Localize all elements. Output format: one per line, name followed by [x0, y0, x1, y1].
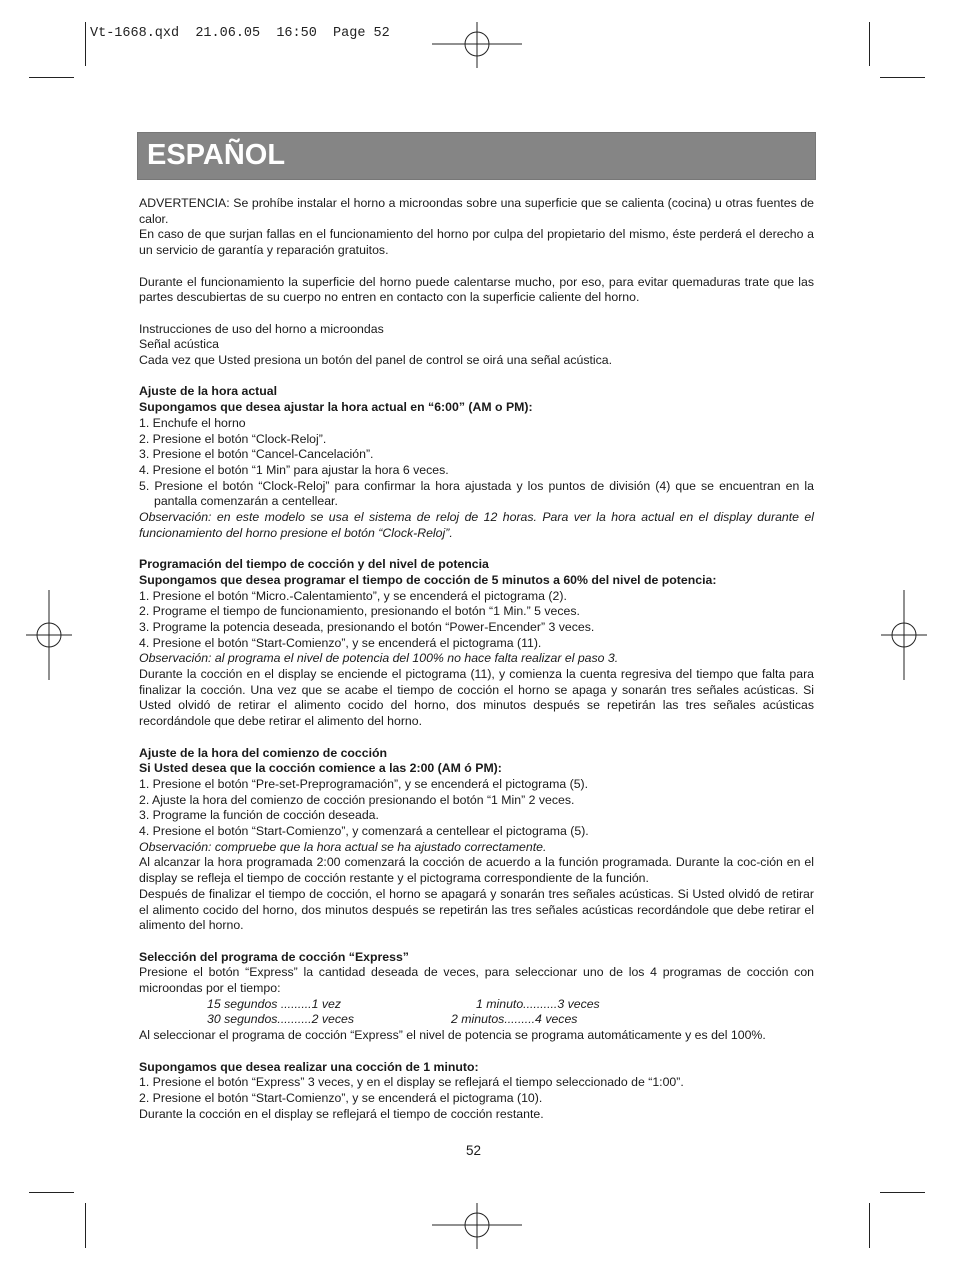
express-table [139, 997, 814, 1028]
list-item: 1. Presione el botón “Micro.-Calentamiento”, y se encenderá el pictograma (2). [139, 588, 567, 603]
body-text: Presione el botón “Express” la cantidad deseada de veces, para seleccionar uno de los 4 programas de cocción con microondas por el tiempo: [139, 965, 814, 996]
crop-mark [880, 77, 925, 78]
warning-text: ADVERTENCIA: Se prohíbe instalar el horno a microondas sobre una superficie que se calienta (cocina) u otras fuentes de calor. [139, 196, 814, 226]
note-text: Observación: compruebe que la hora actual se ha ajustado correctamente. [139, 839, 547, 854]
crop-mark [85, 22, 86, 66]
body-text: Al alcanzar la hora programada 2:00 comenzará la cocción de acuerdo a la función programada. Durante la coc-ción en el display se refleja el tiempo de cocción restante y el pictograma correspondiente de la función. [139, 855, 814, 886]
crop-mark [869, 1203, 870, 1248]
beep-text: Cada vez que Usted presiona un botón del panel de control se oirá una señal acústica. [139, 353, 613, 367]
list-item: 5. Presione el botón “Clock-Reloj” para confirmar la hora ajustada y los puntos de división (4) que se encuentran en la pantalla comenzarán a centellear. [139, 478, 814, 509]
warranty-text: En caso de que surjan fallas en el funcionamiento del horno por culpa del propietario del mismo, éste perderá el derecho a un servicio de garantía y reparación gratuitos. [139, 227, 814, 258]
list-item: 2. Ajuste la hora del comienzo de cocción presionando el botón “1 Min” 2 veces. [139, 792, 575, 807]
document-body [139, 196, 814, 1122]
section-subheading: Supongamos que desea ajustar la hora actual en “6:00” (AM o PM): [139, 400, 533, 415]
beep-title: Señal acústica [139, 337, 219, 352]
section-heading: Ajuste de la hora del comienzo de cocción [139, 745, 388, 760]
list-item: 3. Programe la función de cocción deseada. [139, 808, 379, 823]
list-item: 3. Programe la potencia deseada, presionando el botón “Power-Encender” 3 veces. [139, 619, 595, 634]
registration-mark-icon [432, 22, 522, 68]
note-text: Observación: en este modelo se usa el sistema de reloj de 12 horas. Para ver la hora actual en el display durante el funcionamiento del horno presione el botón “Clock-Reloj”. [139, 510, 814, 540]
burn-warning-text: Durante el funcionamiento la superficie del horno puede calentarse mucho, por eso, para evitar quemaduras trate que las partes descubiertas de su cuerpo no entren en contacto con la superficie caliente del horno. [139, 274, 814, 305]
list-item: 2. Programe el tiempo de funcionamiento, presionando el botón “1 Min.” 5 veces. [139, 604, 580, 619]
crop-mark [869, 22, 870, 66]
list-item: 3. Presione el botón “Cancel-Cancelación”. [139, 447, 374, 462]
language-banner [137, 132, 816, 180]
list-item: 1. Presione el botón “Express” 3 veces, y en el display se reflejará el tiempo seleccionado de “1:00”. [139, 1075, 684, 1090]
note-text: Observación: al programa el nivel de potencia del 100% no hace falta realizar el paso 3. [139, 651, 619, 666]
list-item: 4. Presione el botón “Start-Comienzo”, y se encenderá el pictograma (11). [139, 635, 542, 650]
print-slug: Vt-1668.qxd 21.06.05 16:50 Page 52 [90, 26, 390, 41]
section-subheading: Supongamos que desea programar el tiempo de cocción de 5 minutos a 60% del nivel de potencia: [139, 572, 717, 587]
table-cell: 15 segundos .........1 vez [207, 996, 341, 1011]
page-number: 52 [466, 1143, 482, 1158]
section-subheading: Supongamos que desea realizar una cocción de 1 minuto: [139, 1059, 479, 1074]
instructions-title: Instrucciones de uso del horno a microondas [139, 321, 384, 336]
list-item: 1. Enchufe el horno [139, 415, 246, 430]
list-item: 4. Presione el botón “Start-Comienzo”, y comenzará a centellear el pictograma (5). [139, 824, 589, 839]
crop-mark [29, 77, 74, 78]
crop-mark [29, 1192, 74, 1193]
registration-mark-icon [26, 590, 72, 680]
banner-title: ESPAÑOL [147, 139, 286, 171]
registration-mark-icon [881, 590, 927, 680]
body-text: Después de finalizar el tiempo de cocción, el horno se apagará y sonarán tres señales acústicas. Si Usted olvidó de retirar el alimento cocido del horno, dos minutos después se repetirán las tres señales acústicas recordándole que debe retirar el alimento del horno. [139, 886, 814, 933]
body-text: Al seleccionar el programa de cocción “Express” el nivel de potencia se programa automáticamente y es del 100%. [139, 1028, 766, 1043]
table-cell: 1 minuto..........3 veces [476, 996, 600, 1011]
section-heading: Programación del tiempo de cocción y del nivel de potencia [139, 557, 489, 572]
body-text: Durante la cocción en el display se enciende el pictograma (11), y comienza la cuenta regresiva del tiempo que falta para finalizar la cocción. Una vez que se acabe el tiempo de cocción el horno se apaga y sonarán tres señales acústicas. Si Usted olvidó de retirar el alimento cocido del horno, dos minutos después se repetirán las tres señales acústicas recordándole que debe retirar el alimento del horno. [139, 667, 814, 729]
list-item: 1. Presione el botón “Pre-set-Preprogramación”, y se encenderá el pictograma (5). [139, 776, 589, 791]
section-heading: Selección del programa de cocción “Express” [139, 949, 409, 964]
list-item: 2. Presione el botón “Clock-Reloj”. [139, 431, 327, 446]
table-cell: 2 minutos.........4 veces [451, 1012, 578, 1027]
section-heading: Ajuste de la hora actual [139, 384, 278, 399]
crop-mark [85, 1203, 86, 1248]
list-item: 2. Presione el botón “Start-Comienzo”, y se encenderá el pictograma (10). [139, 1090, 543, 1105]
crop-mark [880, 1192, 925, 1193]
body-text: Durante la cocción en el display se reflejará el tiempo de cocción restante. [139, 1106, 544, 1121]
table-cell: 30 segundos..........2 veces [207, 1012, 354, 1027]
registration-mark-icon [432, 1203, 522, 1249]
section-subheading: Si Usted desea que la cocción comience a las 2:00 (AM ó PM): [139, 761, 502, 776]
list-item: 4. Presione el botón “1 Min” para ajustar la hora 6 veces. [139, 462, 449, 477]
